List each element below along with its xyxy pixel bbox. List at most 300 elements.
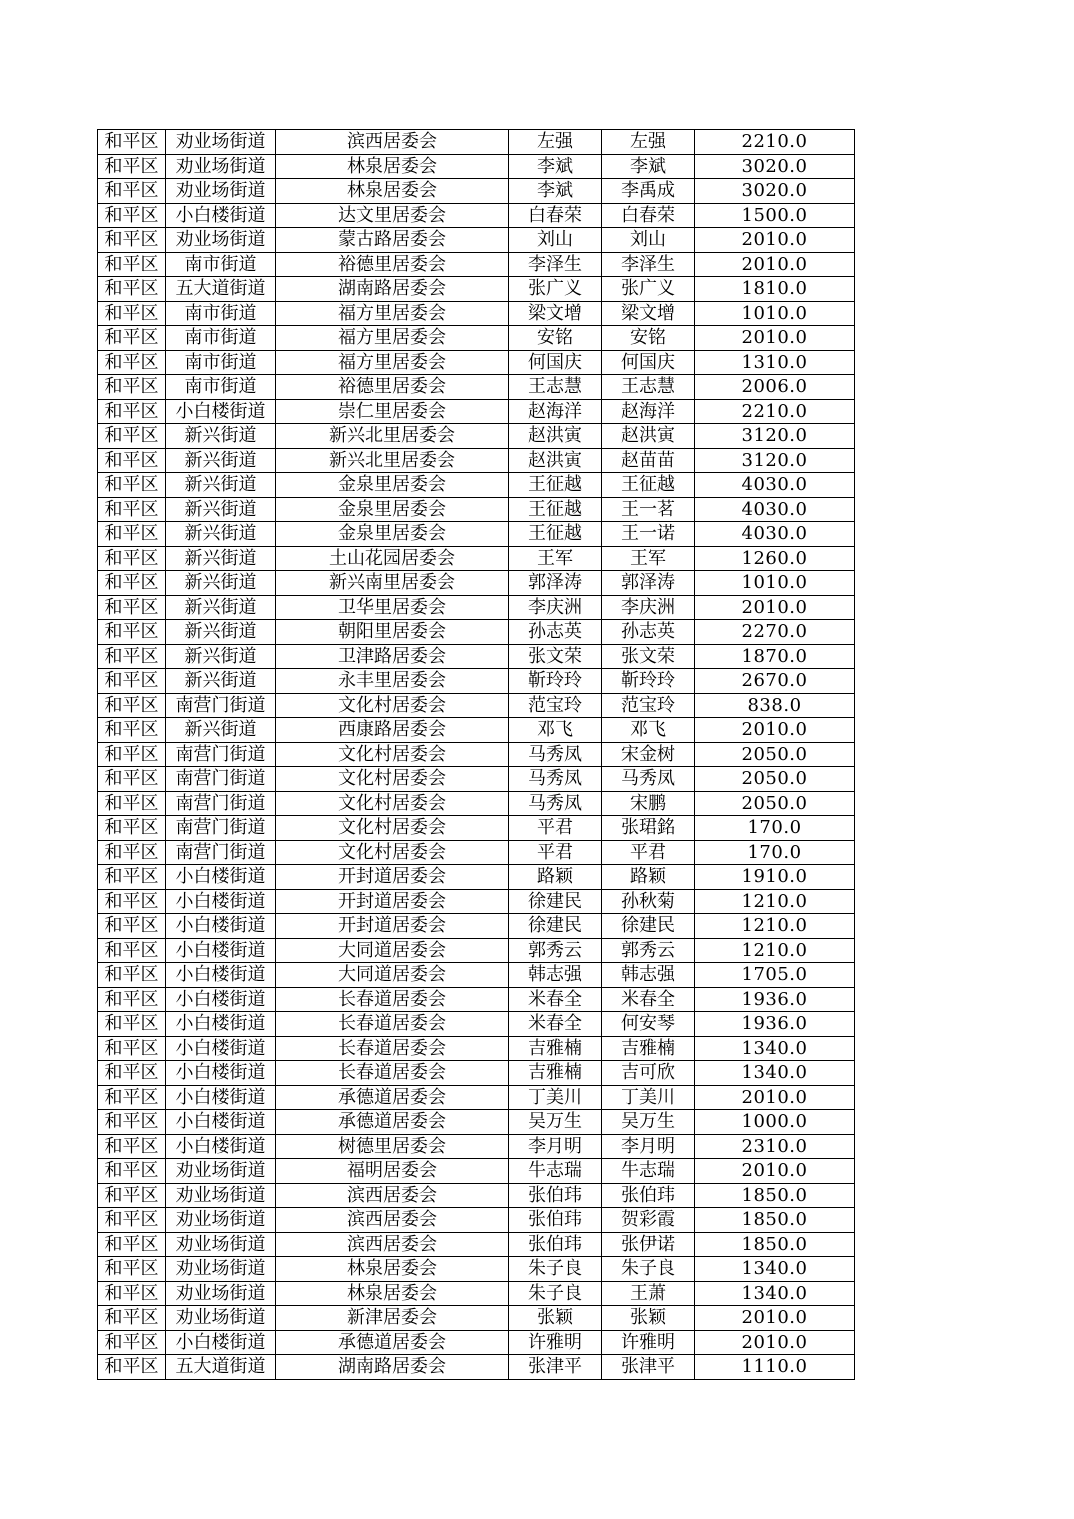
- district-cell: 和平区: [98, 938, 166, 963]
- street-cell: 小白楼街道: [166, 963, 276, 988]
- member-cell: 范宝玲: [602, 693, 695, 718]
- committee-cell: 裕德里居委会: [276, 252, 509, 277]
- member-cell: 李泽生: [602, 252, 695, 277]
- member-cell: 左强: [602, 130, 695, 155]
- street-cell: 新兴街道: [166, 497, 276, 522]
- committee-cell: 湖南路居委会: [276, 1355, 509, 1380]
- committee-cell: 林泉居委会: [276, 1257, 509, 1282]
- amount-cell: 2210.0: [695, 399, 855, 424]
- applicant-cell: 马秀凤: [509, 767, 602, 792]
- member-cell: 张广义: [602, 277, 695, 302]
- applicant-cell: 范宝玲: [509, 693, 602, 718]
- table-row: [98, 1232, 855, 1257]
- committee-cell: 滨西居委会: [276, 1183, 509, 1208]
- applicant-cell: 王军: [509, 546, 602, 571]
- district-cell: 和平区: [98, 791, 166, 816]
- district-cell: 和平区: [98, 399, 166, 424]
- amount-cell: 3120.0: [695, 424, 855, 449]
- amount-cell: 1340.0: [695, 1281, 855, 1306]
- district-cell: 和平区: [98, 546, 166, 571]
- street-cell: 劝业场街道: [166, 1232, 276, 1257]
- committee-cell: 滨西居委会: [276, 1208, 509, 1233]
- member-cell: 张颖: [602, 1306, 695, 1331]
- district-cell: 和平区: [98, 693, 166, 718]
- committee-cell: 滨西居委会: [276, 130, 509, 155]
- street-cell: 南市街道: [166, 350, 276, 375]
- applicant-cell: 张伯玮: [509, 1232, 602, 1257]
- district-cell: 和平区: [98, 424, 166, 449]
- committee-cell: 文化村居委会: [276, 693, 509, 718]
- street-cell: 劝业场街道: [166, 1208, 276, 1233]
- street-cell: 小白楼街道: [166, 865, 276, 890]
- table-row: [98, 252, 855, 277]
- committee-cell: 承德道居委会: [276, 1110, 509, 1135]
- district-cell: 和平区: [98, 179, 166, 204]
- street-cell: 小白楼街道: [166, 1085, 276, 1110]
- member-cell: 牛志瑞: [602, 1159, 695, 1184]
- table-row: [98, 375, 855, 400]
- committee-cell: 文化村居委会: [276, 791, 509, 816]
- committee-cell: 朝阳里居委会: [276, 620, 509, 645]
- member-cell: 孙志英: [602, 620, 695, 645]
- applicant-cell: 刘山: [509, 228, 602, 253]
- district-cell: 和平区: [98, 963, 166, 988]
- applicant-cell: 李斌: [509, 179, 602, 204]
- district-cell: 和平区: [98, 1012, 166, 1037]
- street-cell: 新兴街道: [166, 669, 276, 694]
- applicant-cell: 朱子良: [509, 1281, 602, 1306]
- table-row: [98, 228, 855, 253]
- member-cell: 李斌: [602, 154, 695, 179]
- district-cell: 和平区: [98, 154, 166, 179]
- committee-cell: 文化村居委会: [276, 742, 509, 767]
- member-cell: 王一诺: [602, 522, 695, 547]
- member-cell: 王志慧: [602, 375, 695, 400]
- committee-cell: 达文里居委会: [276, 203, 509, 228]
- district-cell: 和平区: [98, 1306, 166, 1331]
- applicant-cell: 丁美川: [509, 1085, 602, 1110]
- table-row: [98, 1355, 855, 1380]
- applicant-cell: 马秀凤: [509, 742, 602, 767]
- committee-cell: 大同道居委会: [276, 963, 509, 988]
- committee-cell: 金泉里居委会: [276, 522, 509, 547]
- committee-cell: 新津居委会: [276, 1306, 509, 1331]
- table-row: [98, 399, 855, 424]
- amount-cell: 838.0: [695, 693, 855, 718]
- member-cell: 赵苗苗: [602, 448, 695, 473]
- district-cell: 和平区: [98, 473, 166, 498]
- street-cell: 劝业场街道: [166, 130, 276, 155]
- member-cell: 王一茗: [602, 497, 695, 522]
- district-cell: 和平区: [98, 718, 166, 743]
- table-row: [98, 963, 855, 988]
- amount-cell: 1210.0: [695, 914, 855, 939]
- committee-cell: 文化村居委会: [276, 816, 509, 841]
- applicant-cell: 李庆洲: [509, 595, 602, 620]
- member-cell: 李庆洲: [602, 595, 695, 620]
- committee-cell: 长春道居委会: [276, 1012, 509, 1037]
- district-cell: 和平区: [98, 1232, 166, 1257]
- committee-cell: 长春道居委会: [276, 1061, 509, 1086]
- member-cell: 许雅明: [602, 1330, 695, 1355]
- district-cell: 和平区: [98, 595, 166, 620]
- committee-cell: 开封道居委会: [276, 889, 509, 914]
- table-row: [98, 424, 855, 449]
- table-row: [98, 448, 855, 473]
- member-cell: 吉雅楠: [602, 1036, 695, 1061]
- amount-cell: 1936.0: [695, 1012, 855, 1037]
- street-cell: 新兴街道: [166, 718, 276, 743]
- committee-cell: 大同道居委会: [276, 938, 509, 963]
- table-body: [98, 130, 855, 1380]
- committee-cell: 开封道居委会: [276, 914, 509, 939]
- district-cell: 和平区: [98, 1281, 166, 1306]
- street-cell: 南营门街道: [166, 816, 276, 841]
- applicant-cell: 吴万生: [509, 1110, 602, 1135]
- member-cell: 郭秀云: [602, 938, 695, 963]
- street-cell: 南市街道: [166, 326, 276, 351]
- street-cell: 新兴街道: [166, 620, 276, 645]
- committee-cell: 承德道居委会: [276, 1330, 509, 1355]
- district-cell: 和平区: [98, 375, 166, 400]
- committee-cell: 长春道居委会: [276, 1036, 509, 1061]
- applicant-cell: 李月明: [509, 1134, 602, 1159]
- applicant-cell: 赵海洋: [509, 399, 602, 424]
- table-row: [98, 816, 855, 841]
- amount-cell: 1010.0: [695, 301, 855, 326]
- committee-cell: 新兴南里居委会: [276, 571, 509, 596]
- amount-cell: 1310.0: [695, 350, 855, 375]
- applicant-cell: 米春全: [509, 987, 602, 1012]
- committee-cell: 林泉居委会: [276, 1281, 509, 1306]
- amount-cell: 1870.0: [695, 644, 855, 669]
- table-row: [98, 1281, 855, 1306]
- member-cell: 丁美川: [602, 1085, 695, 1110]
- committee-cell: 林泉居委会: [276, 154, 509, 179]
- district-cell: 和平区: [98, 889, 166, 914]
- table-row: [98, 620, 855, 645]
- amount-cell: 1810.0: [695, 277, 855, 302]
- table-row: [98, 669, 855, 694]
- applicant-cell: 孙志英: [509, 620, 602, 645]
- amount-cell: 2050.0: [695, 742, 855, 767]
- amount-cell: 1500.0: [695, 203, 855, 228]
- district-cell: 和平区: [98, 1159, 166, 1184]
- committee-cell: 新兴北里居委会: [276, 448, 509, 473]
- table-row: [98, 1134, 855, 1159]
- table-row: [98, 277, 855, 302]
- table-row: [98, 742, 855, 767]
- committee-cell: 开封道居委会: [276, 865, 509, 890]
- amount-cell: 1210.0: [695, 938, 855, 963]
- amount-cell: 1340.0: [695, 1036, 855, 1061]
- applicant-cell: 郭泽涛: [509, 571, 602, 596]
- table-row: [98, 987, 855, 1012]
- table-row: [98, 1183, 855, 1208]
- street-cell: 小白楼街道: [166, 203, 276, 228]
- table-row: [98, 914, 855, 939]
- amount-cell: 1340.0: [695, 1257, 855, 1282]
- applicant-cell: 张津平: [509, 1355, 602, 1380]
- amount-cell: 3120.0: [695, 448, 855, 473]
- member-cell: 宋金树: [602, 742, 695, 767]
- member-cell: 何国庆: [602, 350, 695, 375]
- applicant-cell: 张文荣: [509, 644, 602, 669]
- applicant-cell: 徐建民: [509, 889, 602, 914]
- table-row: [98, 1208, 855, 1233]
- district-cell: 和平区: [98, 1110, 166, 1135]
- street-cell: 新兴街道: [166, 473, 276, 498]
- table-row: [98, 1085, 855, 1110]
- street-cell: 南市街道: [166, 252, 276, 277]
- committee-cell: 崇仁里居委会: [276, 399, 509, 424]
- applicant-cell: 赵洪寅: [509, 448, 602, 473]
- amount-cell: 1850.0: [695, 1183, 855, 1208]
- street-cell: 五大道街道: [166, 1355, 276, 1380]
- committee-cell: 湖南路居委会: [276, 277, 509, 302]
- applicant-cell: 米春全: [509, 1012, 602, 1037]
- amount-cell: 170.0: [695, 840, 855, 865]
- street-cell: 小白楼街道: [166, 1330, 276, 1355]
- applicant-cell: 张广义: [509, 277, 602, 302]
- amount-cell: 2010.0: [695, 1330, 855, 1355]
- street-cell: 小白楼街道: [166, 1134, 276, 1159]
- committee-cell: 福明居委会: [276, 1159, 509, 1184]
- street-cell: 劝业场街道: [166, 1183, 276, 1208]
- street-cell: 劝业场街道: [166, 1159, 276, 1184]
- street-cell: 小白楼街道: [166, 1036, 276, 1061]
- table-row: [98, 522, 855, 547]
- amount-cell: 2010.0: [695, 1159, 855, 1184]
- street-cell: 新兴街道: [166, 595, 276, 620]
- district-cell: 和平区: [98, 522, 166, 547]
- committee-cell: 新兴北里居委会: [276, 424, 509, 449]
- member-cell: 平君: [602, 840, 695, 865]
- amount-cell: 1340.0: [695, 1061, 855, 1086]
- committee-cell: 永丰里居委会: [276, 669, 509, 694]
- amount-cell: 2270.0: [695, 620, 855, 645]
- district-cell: 和平区: [98, 301, 166, 326]
- district-cell: 和平区: [98, 1061, 166, 1086]
- amount-cell: 2010.0: [695, 252, 855, 277]
- amount-cell: 1705.0: [695, 963, 855, 988]
- member-cell: 邓飞: [602, 718, 695, 743]
- applicant-cell: 吉雅楠: [509, 1036, 602, 1061]
- member-cell: 李月明: [602, 1134, 695, 1159]
- applicant-cell: 赵洪寅: [509, 424, 602, 449]
- table-row: [98, 938, 855, 963]
- street-cell: 南营门街道: [166, 742, 276, 767]
- applicant-cell: 张伯玮: [509, 1183, 602, 1208]
- table-row: [98, 1036, 855, 1061]
- table-row: [98, 718, 855, 743]
- applicant-cell: 郭秀云: [509, 938, 602, 963]
- member-cell: 安铭: [602, 326, 695, 351]
- street-cell: 小白楼街道: [166, 938, 276, 963]
- district-cell: 和平区: [98, 448, 166, 473]
- member-cell: 贺彩霞: [602, 1208, 695, 1233]
- applicant-cell: 李泽生: [509, 252, 602, 277]
- street-cell: 小白楼街道: [166, 1110, 276, 1135]
- committee-cell: 树德里居委会: [276, 1134, 509, 1159]
- district-cell: 和平区: [98, 1183, 166, 1208]
- amount-cell: 1010.0: [695, 571, 855, 596]
- street-cell: 南营门街道: [166, 840, 276, 865]
- amount-cell: 4030.0: [695, 522, 855, 547]
- district-cell: 和平区: [98, 914, 166, 939]
- member-cell: 张文荣: [602, 644, 695, 669]
- street-cell: 劝业场街道: [166, 154, 276, 179]
- street-cell: 南营门街道: [166, 791, 276, 816]
- applicant-cell: 路颖: [509, 865, 602, 890]
- applicant-cell: 安铭: [509, 326, 602, 351]
- committee-cell: 卫津路居委会: [276, 644, 509, 669]
- table-row: [98, 1061, 855, 1086]
- applicant-cell: 张颖: [509, 1306, 602, 1331]
- committee-cell: 裕德里居委会: [276, 375, 509, 400]
- member-cell: 张珺銘: [602, 816, 695, 841]
- committee-cell: 金泉里居委会: [276, 473, 509, 498]
- applicant-cell: 马秀凤: [509, 791, 602, 816]
- table-row: [98, 693, 855, 718]
- district-cell: 和平区: [98, 816, 166, 841]
- committee-cell: 福方里居委会: [276, 326, 509, 351]
- committee-cell: 土山花园居委会: [276, 546, 509, 571]
- applicant-cell: 朱子良: [509, 1257, 602, 1282]
- district-cell: 和平区: [98, 326, 166, 351]
- committee-cell: 福方里居委会: [276, 350, 509, 375]
- amount-cell: 2010.0: [695, 228, 855, 253]
- committee-cell: 长春道居委会: [276, 987, 509, 1012]
- district-cell: 和平区: [98, 1036, 166, 1061]
- district-cell: 和平区: [98, 497, 166, 522]
- applicant-cell: 王征越: [509, 522, 602, 547]
- street-cell: 小白楼街道: [166, 399, 276, 424]
- district-cell: 和平区: [98, 620, 166, 645]
- street-cell: 新兴街道: [166, 644, 276, 669]
- street-cell: 劝业场街道: [166, 228, 276, 253]
- street-cell: 新兴街道: [166, 546, 276, 571]
- committee-cell: 卫华里居委会: [276, 595, 509, 620]
- member-cell: 靳玲玲: [602, 669, 695, 694]
- applicant-cell: 牛志瑞: [509, 1159, 602, 1184]
- member-cell: 何安琴: [602, 1012, 695, 1037]
- amount-cell: 2210.0: [695, 130, 855, 155]
- data-table: [97, 129, 855, 1380]
- table-row: [98, 1159, 855, 1184]
- amount-cell: 1910.0: [695, 865, 855, 890]
- member-cell: 王萧: [602, 1281, 695, 1306]
- table-row: [98, 326, 855, 351]
- member-cell: 梁文增: [602, 301, 695, 326]
- amount-cell: 1210.0: [695, 889, 855, 914]
- applicant-cell: 吉雅楠: [509, 1061, 602, 1086]
- amount-cell: 2010.0: [695, 326, 855, 351]
- applicant-cell: 徐建民: [509, 914, 602, 939]
- member-cell: 韩志强: [602, 963, 695, 988]
- table-row: [98, 1257, 855, 1282]
- street-cell: 劝业场街道: [166, 1281, 276, 1306]
- district-cell: 和平区: [98, 1085, 166, 1110]
- street-cell: 新兴街道: [166, 424, 276, 449]
- member-cell: 赵洪寅: [602, 424, 695, 449]
- amount-cell: 170.0: [695, 816, 855, 841]
- amount-cell: 2010.0: [695, 595, 855, 620]
- table-row: [98, 1012, 855, 1037]
- amount-cell: 4030.0: [695, 497, 855, 522]
- committee-cell: 蒙古路居委会: [276, 228, 509, 253]
- table-row: [98, 595, 855, 620]
- table-row: [98, 865, 855, 890]
- committee-cell: 文化村居委会: [276, 767, 509, 792]
- member-cell: 徐建民: [602, 914, 695, 939]
- applicant-cell: 许雅明: [509, 1330, 602, 1355]
- table-row: [98, 644, 855, 669]
- member-cell: 赵海洋: [602, 399, 695, 424]
- street-cell: 新兴街道: [166, 448, 276, 473]
- district-cell: 和平区: [98, 203, 166, 228]
- district-cell: 和平区: [98, 228, 166, 253]
- member-cell: 朱子良: [602, 1257, 695, 1282]
- applicant-cell: 李斌: [509, 154, 602, 179]
- member-cell: 白春荣: [602, 203, 695, 228]
- applicant-cell: 张伯玮: [509, 1208, 602, 1233]
- street-cell: 小白楼街道: [166, 914, 276, 939]
- table-row: [98, 1330, 855, 1355]
- member-cell: 路颖: [602, 865, 695, 890]
- applicant-cell: 邓飞: [509, 718, 602, 743]
- amount-cell: 2050.0: [695, 791, 855, 816]
- member-cell: 李禹成: [602, 179, 695, 204]
- amount-cell: 2010.0: [695, 1306, 855, 1331]
- district-cell: 和平区: [98, 644, 166, 669]
- street-cell: 小白楼街道: [166, 987, 276, 1012]
- district-cell: 和平区: [98, 1257, 166, 1282]
- district-cell: 和平区: [98, 865, 166, 890]
- street-cell: 新兴街道: [166, 571, 276, 596]
- district-cell: 和平区: [98, 742, 166, 767]
- member-cell: 孙秋菊: [602, 889, 695, 914]
- street-cell: 南市街道: [166, 301, 276, 326]
- amount-cell: 4030.0: [695, 473, 855, 498]
- member-cell: 马秀凤: [602, 767, 695, 792]
- district-cell: 和平区: [98, 669, 166, 694]
- member-cell: 吉可欣: [602, 1061, 695, 1086]
- applicant-cell: 韩志强: [509, 963, 602, 988]
- table-row: [98, 154, 855, 179]
- amount-cell: 2010.0: [695, 1085, 855, 1110]
- member-cell: 郭泽涛: [602, 571, 695, 596]
- committee-cell: 滨西居委会: [276, 1232, 509, 1257]
- table-row: [98, 1306, 855, 1331]
- amount-cell: 3020.0: [695, 179, 855, 204]
- amount-cell: 1000.0: [695, 1110, 855, 1135]
- district-cell: 和平区: [98, 1208, 166, 1233]
- street-cell: 小白楼街道: [166, 889, 276, 914]
- table-row: [98, 350, 855, 375]
- street-cell: 五大道街道: [166, 277, 276, 302]
- amount-cell: 1936.0: [695, 987, 855, 1012]
- street-cell: 劝业场街道: [166, 1257, 276, 1282]
- member-cell: 张伯玮: [602, 1183, 695, 1208]
- table-row: [98, 840, 855, 865]
- district-cell: 和平区: [98, 767, 166, 792]
- applicant-cell: 靳玲玲: [509, 669, 602, 694]
- table-row: [98, 203, 855, 228]
- member-cell: 吴万生: [602, 1110, 695, 1135]
- table-row: [98, 889, 855, 914]
- table-row: [98, 301, 855, 326]
